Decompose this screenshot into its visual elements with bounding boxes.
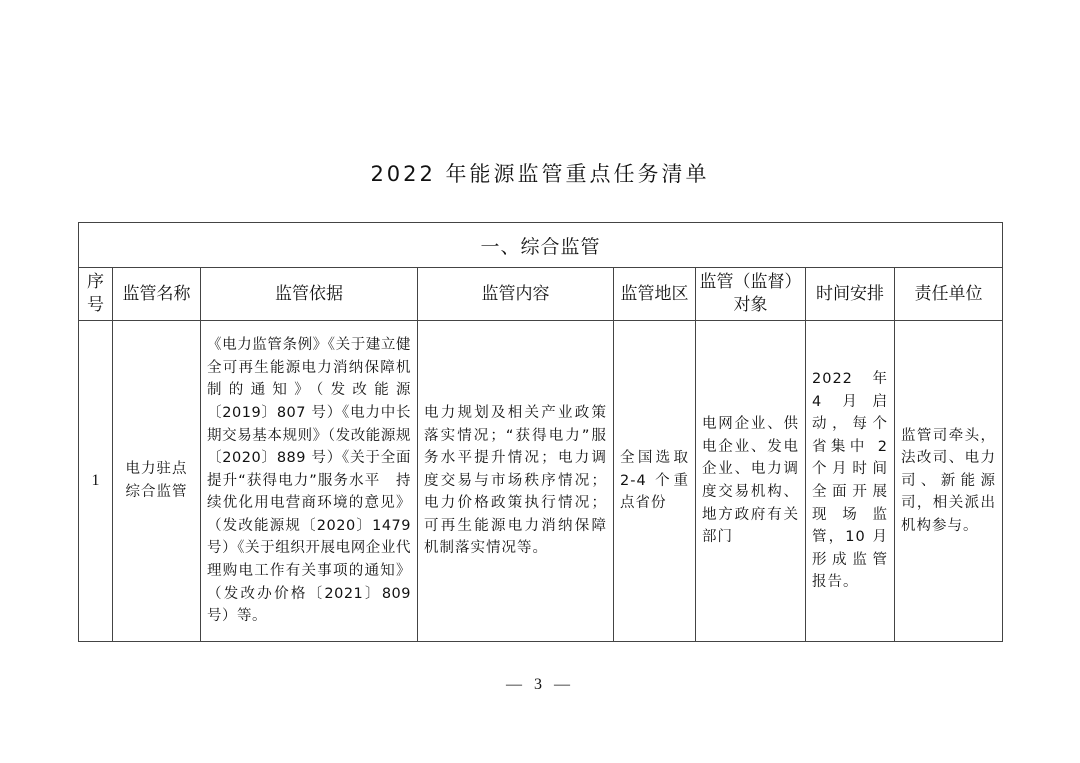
cell-name-wrap (113, 321, 201, 642)
cell-content-wrap (418, 321, 614, 642)
header-content: 监管内容 (418, 268, 614, 321)
cell-target: 电网企业、供电企业、发电企业、电力调度交易机构、地方政府有关部门 (702, 416, 799, 546)
task-table (78, 222, 1003, 642)
cell-region-wrap (614, 321, 696, 642)
cell-schedule: 2022 年 4 月启动，每个省集中 2 个月时间全面开展现场监管，10 月形成监管报告。 (812, 371, 888, 591)
cell-seq: 1 (79, 321, 113, 642)
header-basis: 监管依据 (201, 268, 418, 321)
cell-region: 全国选取 2-4 个重点省份 (620, 450, 689, 512)
cell-basis: 《电力监管条例》《关于建立健全可再生能源电力消纳保障机制的通知》（发改能源〔2019〕807 号）《电力中长期交易基本规则》（发改能源规〔2020〕889 号）《关于全面提升“获得电力”服务水平 持续优化用电营商环境的意见》（发改能源规〔2020〕1479 号）《关于组织开展电网企业代理购电工作有关事项的通知》（发改办价格〔2021〕809 号）等。 (207, 337, 411, 625)
header-name: 监管名称 (113, 268, 201, 321)
header-target: 监管（监督）对象 (696, 268, 806, 321)
header-schedule: 时间安排 (806, 268, 895, 321)
header-row (79, 268, 1003, 321)
cell-responsible-wrap (895, 321, 1003, 642)
cell-content: 电力规划及相关产业政策落实情况；“获得电力”服务水平提升情况；电力调度交易与市场秩序情况；电力价格政策执行情况；可再生能源电力消纳保障机制落实情况等。 (424, 404, 607, 557)
page-number: — 3 — (506, 676, 574, 693)
document-title: 2022 年能源监管重点任务清单 (370, 162, 710, 186)
cell-responsible: 监管司牵头，法改司、电力司、新能源司，相关派出机构参与。 (901, 427, 997, 534)
header-region: 监管地区 (614, 268, 696, 321)
cell-schedule-wrap (806, 321, 895, 642)
cell-name: 电力驻点综合监管 (125, 461, 188, 500)
cell-target-wrap (696, 321, 806, 642)
header-seq: 序号 (79, 268, 113, 321)
header-responsible: 责任单位 (895, 268, 1003, 321)
section-title: 一、综合监管 (79, 223, 1003, 268)
table-row (79, 321, 1003, 642)
cell-basis-wrap (201, 321, 418, 642)
